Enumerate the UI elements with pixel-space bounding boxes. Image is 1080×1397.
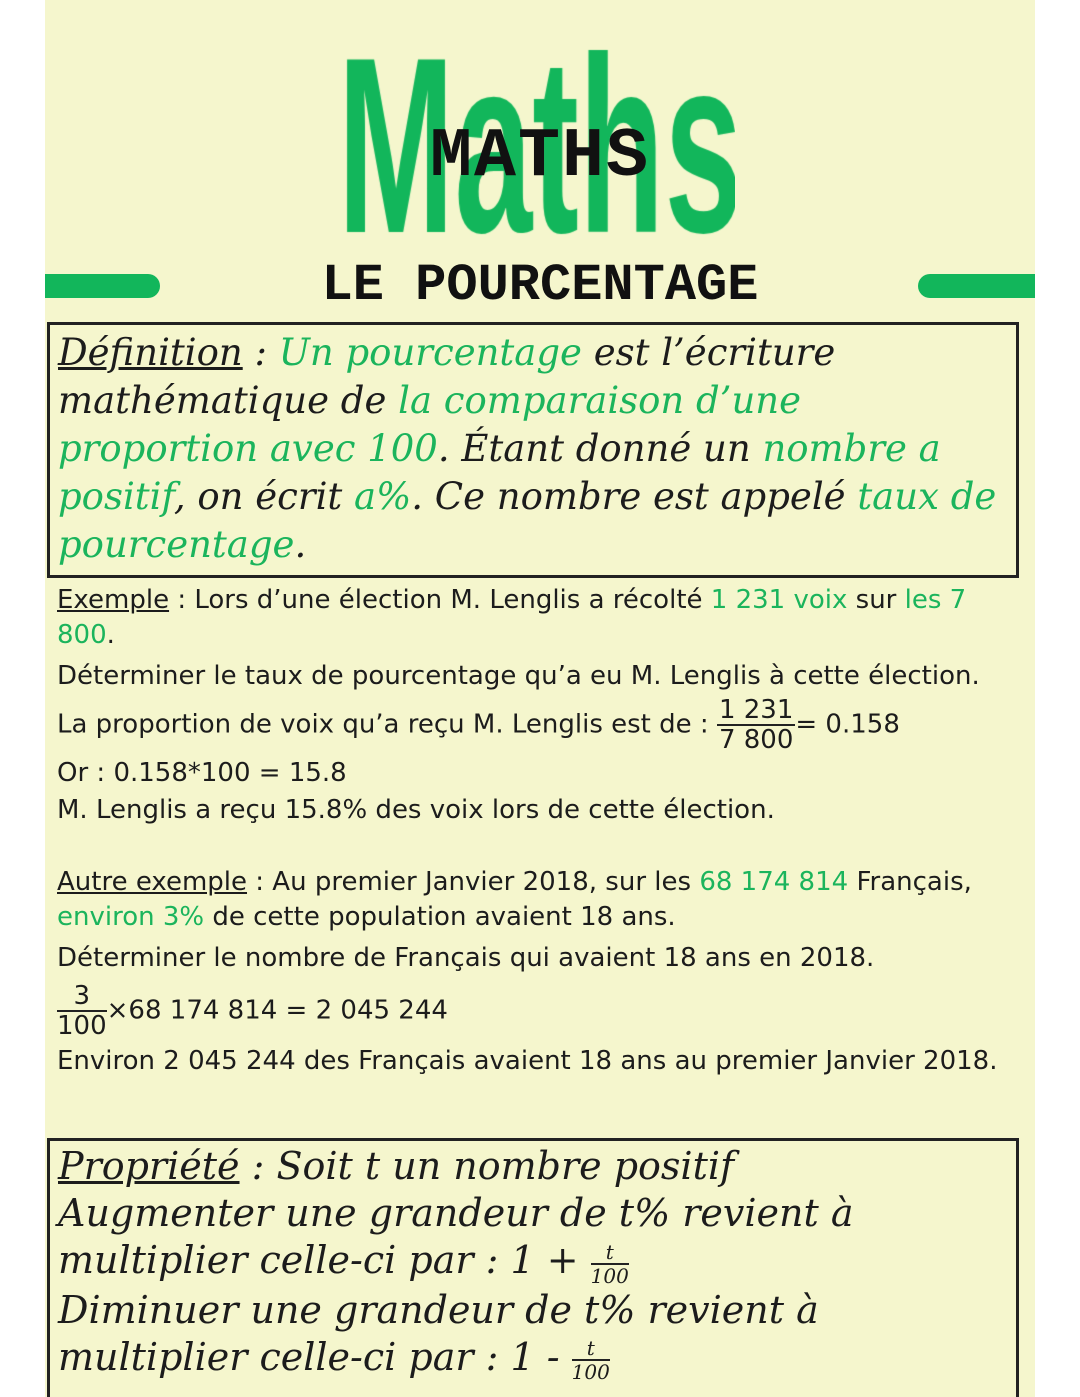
page: [45, 0, 1035, 1397]
text: Français,: [848, 867, 972, 897]
text: .: [294, 523, 307, 566]
example-2-calc: [57, 982, 1017, 1040]
example-1-question: Déterminer le taux de pourcentage qu’a eu M. Lenglis à cette élection.: [57, 661, 980, 691]
total: les 7 800: [57, 585, 967, 650]
property-decrease: [58, 1287, 1008, 1384]
denominator: 100: [590, 1263, 629, 1288]
logo-maths-small: MATHS: [429, 118, 651, 197]
fraction: [591, 1241, 629, 1287]
denominator: 100: [571, 1360, 610, 1384]
text: Augmenter une grandeur de t% revient à multiplier celle-ci par : 1 +: [58, 1191, 854, 1282]
definition-label: Définition: [58, 331, 243, 374]
example-2-conclusion: Environ 2 045 244 des Français avaient 18 ans au premier Janvier 2018.: [57, 1046, 998, 1076]
example-label: Exemple: [57, 585, 170, 615]
numerator: 3: [57, 982, 107, 1012]
separator: :: [242, 331, 279, 374]
highlighted-text: la comparaison d’une proportion avec 100: [58, 379, 802, 470]
highlighted-text: nombre a positif: [58, 427, 941, 518]
text: : Soit t un nombre positif: [239, 1144, 735, 1188]
page-title: LE POURCENTAGE: [321, 256, 759, 315]
text: est l’écriture mathématique de: [58, 331, 836, 422]
title-bar-left: [45, 274, 160, 298]
example-1-proportion: [57, 696, 1017, 754]
property-label: Propriété: [58, 1144, 240, 1188]
text: , on écrit: [173, 475, 355, 518]
votes: 1 231 voix: [710, 585, 848, 615]
population: 68 174 814: [699, 867, 849, 897]
example-1-calc: Or : 0.158*100 = 15.8: [57, 758, 347, 788]
example-1: [57, 583, 1017, 828]
text: Diminuer une grandeur de t% revient à multiplier celle-ci par : 1 -: [58, 1287, 819, 1379]
example-1-intro: [57, 583, 1017, 653]
highlighted-text: taux de pourcentage: [58, 475, 997, 566]
text: sur: [847, 585, 905, 615]
result: = 0.158: [795, 709, 900, 740]
denominator: 100: [57, 1011, 107, 1041]
example-2-intro: [57, 865, 1017, 935]
fraction: [717, 696, 795, 754]
percent: environ 3%: [57, 902, 205, 932]
title-bar-right: [918, 274, 1035, 298]
text: : Lors d’une élection M. Lenglis a récolté: [169, 585, 711, 615]
definition-box: [47, 322, 1019, 578]
property-increase: [58, 1190, 1008, 1287]
text: de cette population avaient 18 ans.: [204, 902, 676, 932]
text: .: [106, 620, 115, 650]
fraction: [572, 1337, 610, 1383]
numerator: t: [572, 1337, 610, 1361]
highlighted-text: a%: [354, 475, 412, 518]
numerator: t: [591, 1241, 629, 1265]
example-label: Autre exemple: [57, 867, 248, 897]
example-1-conclusion: M. Lenglis a reçu 15.8% des voix lors de cette élection.: [57, 795, 775, 825]
text: . Ce nombre est appelé: [411, 475, 858, 518]
text: . Étant donné un: [437, 427, 763, 470]
example-2-question: Déterminer le nombre de Français qui avaient 18 ans en 2018.: [57, 943, 875, 973]
numerator: 1 231: [718, 695, 794, 725]
property-box: [47, 1138, 1019, 1397]
highlighted-text: Un pourcentage: [278, 331, 582, 374]
denominator: 7 800: [718, 725, 794, 755]
example-2: [57, 865, 1017, 1079]
text: : Au premier Janvier 2018, sur les: [247, 867, 700, 897]
fraction: [57, 982, 107, 1040]
calculation: ×68 174 814 = 2 045 244: [106, 995, 448, 1026]
property-intro: [58, 1143, 1008, 1190]
text: La proportion de voix qu’a reçu M. Lenglis est de :: [57, 709, 717, 740]
